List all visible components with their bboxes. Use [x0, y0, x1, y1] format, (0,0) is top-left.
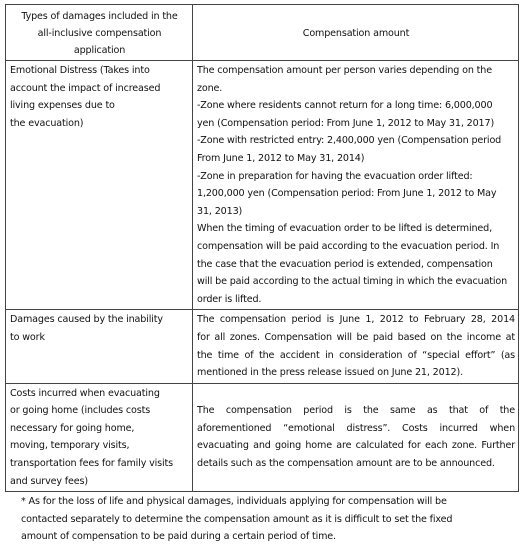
cell-line: the case that the evacuation period is extended, compensation	[197, 258, 493, 270]
header-line: application	[73, 45, 126, 56]
cell-line: details such as the compensation amount are to be announced.	[197, 458, 495, 470]
cell-line: account the impact of increased	[10, 82, 161, 94]
cell-line: to work	[10, 331, 45, 343]
damage-type-cell	[6, 61, 193, 310]
cell-line: the time of the accident in consideration of “special effort” (as	[197, 349, 515, 361]
cell-line: 1,200,000 yen (Compensation period: From June 1, 2012 to May	[197, 188, 497, 200]
cell-line: yen (Compensation period: From June 1, 2012 to May 31, 2017)	[197, 117, 495, 129]
cell-line: -Zone with restricted entry: 2,400,000 yen (Compensation period	[197, 135, 502, 147]
cell-line: Emotional Distress (Takes into	[10, 65, 150, 76]
cell-line: will be paid according to the actual timing in which the evacuation	[197, 276, 508, 288]
footnote-line: contacted separately to determine the compensation amount as it is difficult to set the fixed	[21, 513, 453, 525]
cell-line: -Zone in preparation for having the evacuation order lifted:	[197, 170, 473, 182]
table-row	[6, 383, 519, 492]
table-row	[6, 61, 519, 310]
cell-line: living expenses due to	[10, 100, 115, 112]
cell-line: The compensation period is the same as that of the	[197, 405, 515, 417]
header-compensation-amount	[193, 5, 519, 61]
cell-line: From June 1, 2012 to May 31, 2014)	[197, 152, 365, 164]
cell-line: for all zones. Compensation will be paid based on the income at	[197, 331, 515, 343]
compensation-document	[5, 4, 518, 546]
cell-line: zone.	[197, 82, 223, 94]
compensation-amount-cell	[193, 383, 519, 492]
cell-line: compensation will be paid according to the evacuation period. In	[197, 240, 500, 252]
cell-line: When the timing of evacuation order to be lifted is determined,	[197, 223, 492, 235]
cell-line: -Zone where residents cannot return for a long time: 6,000,000	[197, 100, 493, 112]
cell-line: order is lifted.	[197, 293, 262, 305]
cell-line: 31, 2013)	[197, 205, 243, 217]
header-line: Compensation amount	[302, 28, 410, 39]
cell-line: aforementioned “emotional distress”. Costs incurred when	[197, 422, 515, 434]
cell-line: The compensation period is June 1, 2012 to February 28, 2014	[197, 314, 515, 326]
footnote-line: amount of compensation to be paid during a certain period of time.	[21, 531, 336, 543]
table-header-row	[6, 5, 519, 61]
compensation-amount-cell	[193, 310, 519, 383]
cell-line: or going home (includes costs	[10, 405, 151, 417]
compensation-amount-cell	[193, 61, 519, 310]
cell-line: and survey fees)	[10, 475, 88, 487]
cell-line: Damages caused by the inability	[10, 314, 163, 326]
compensation-table	[5, 4, 519, 492]
damage-type-cell	[6, 383, 193, 492]
cell-line: necessary for going home,	[10, 422, 135, 434]
cell-line: evacuating and going home are calculated for each zone. Further	[197, 440, 515, 452]
footnote	[5, 493, 518, 546]
cell-line: transportation fees for family visits	[10, 458, 173, 470]
header-line: Types of damages included in the	[21, 11, 178, 22]
cell-line: Costs incurred when evacuating	[10, 387, 160, 399]
cell-line: mentioned in the press release issued on June 21, 2012).	[197, 367, 463, 379]
table-row	[6, 310, 519, 383]
cell-line: the evacuation)	[10, 117, 84, 129]
footnote-line: * As for the loss of life and physical damages, individuals applying for compensation will be	[21, 496, 447, 508]
cell-line: The compensation amount per person varies depending on the	[197, 65, 492, 76]
header-damage-types	[6, 5, 193, 61]
damage-type-cell	[6, 310, 193, 383]
header-line: all-inclusive compensation	[37, 28, 162, 39]
cell-line: moving, temporary visits,	[10, 440, 130, 452]
